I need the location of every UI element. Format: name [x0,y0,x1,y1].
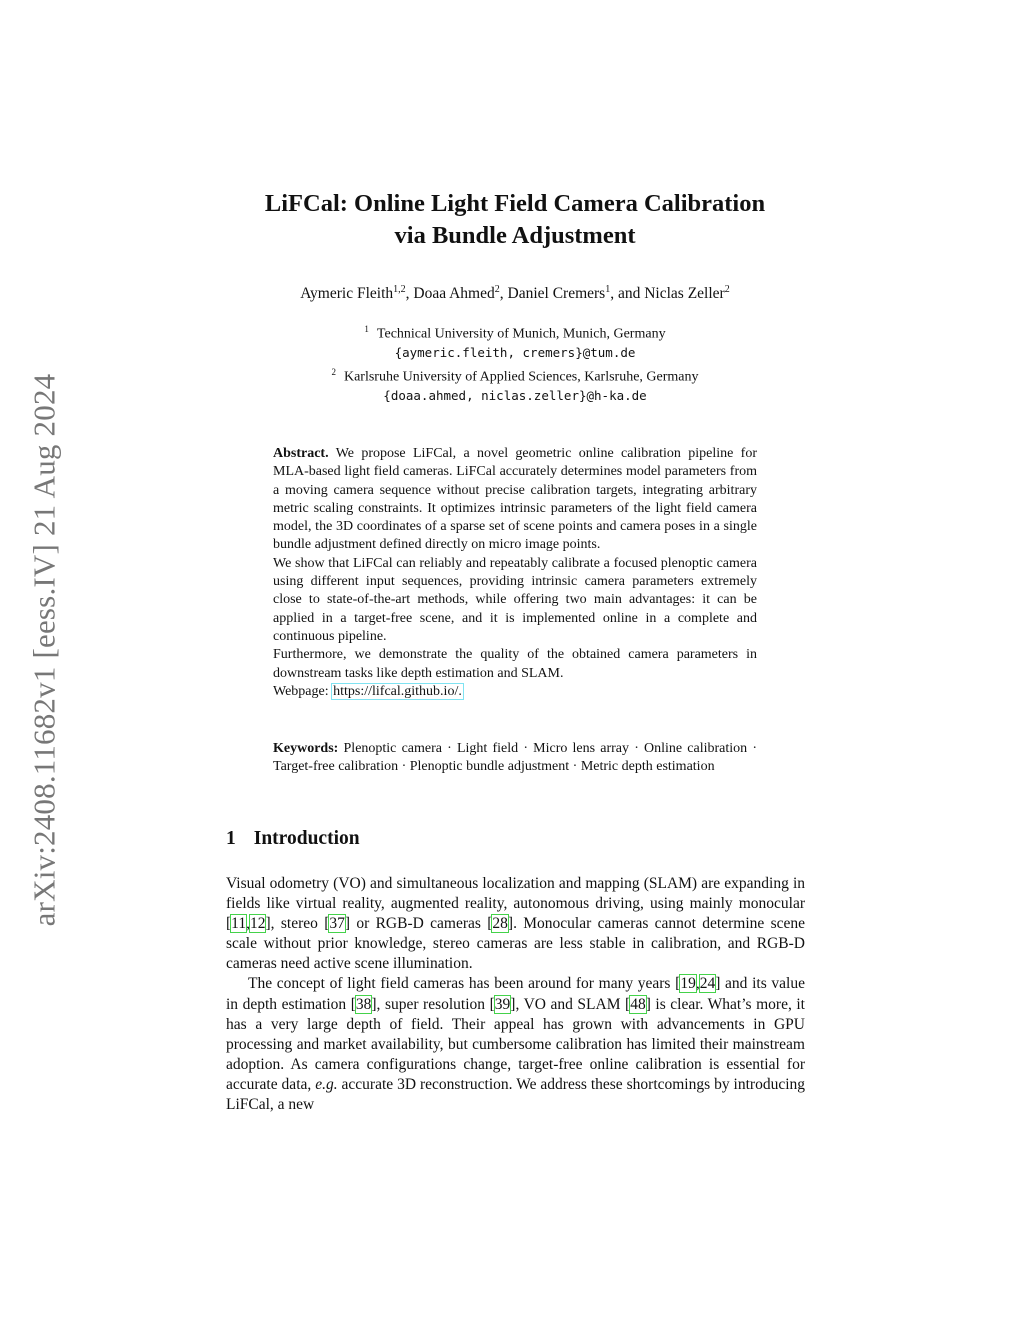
citation-link[interactable]: 48 [630,995,646,1013]
body-text: accurate 3D reconstruction. We address these shortcomings by introducing LiFCal, a new [226,1075,805,1114]
keywords-text: Plenoptic camera · Light field · Micro lens array · Online calibration · Target-free calibration · Plenoptic bundle adjustment · Metric depth estimation [273,741,758,775]
keywords-label: Keywords: [273,741,339,756]
paper-title [150,188,880,252]
affiliation-name: Karlsruhe University of Applied Sciences, Karlsruhe, Germany [343,369,699,385]
affiliation-number: 2 [331,366,336,377]
body-text: is clear. What’s more, it has a very large depth of field. Their appeal has grown with advancements in GPU processing and market availability, but cumbersome calibration has limited their mainstream adoption. As camera configurations change, target-free online calibration is essential for accurate data, [226,995,805,1093]
abstract-paragraph: Furthermore, we demonstrate the quality of the obtained camera parameters in downstream tasks like depth estimation and SLAM. [273,647,757,681]
author-list [160,284,870,303]
abstract-text: We propose LiFCal, a novel geometric online calibration pipeline for MLA-based light field cameras. LiFCal accurately determines model parameters from a moving camera sequence without precise calibration targets, integrating arbitrary metric scaling constraints. It optimizes intrinsic parameters of the light field camera model, the 3D coordinates of a sparse set of scene points and camera poses in a single bundle adjustment defined directly on micro image points. [273,446,757,553]
webpage-line [273,683,757,701]
author-affiliation-mark: 2 [494,284,500,295]
body-text: or RGB-D cameras [350,915,488,933]
citation-link[interactable]: 24 [699,975,716,993]
affiliation-line [180,320,850,344]
affiliations [180,320,850,405]
author-name: Doaa Ahmed [413,285,495,303]
citation-link[interactable]: 38 [355,995,372,1013]
arxiv-sidebar [22,340,66,960]
affiliation-email: {aymeric.fleith, cremers}@tum.de [394,345,636,361]
affiliation-number: 1 [364,324,369,334]
body-text: . Monocular cameras cannot determine scene scale without prior knowledge, stereo cameras are less stable in calibration, and RGB-D cameras need active scene illumination. [226,915,806,973]
body-text: and its value in depth estimation [226,975,805,1013]
body-text: The concept of light field cameras has been around for many years [248,975,676,993]
abstract-label: Abstract. [273,446,329,461]
author-affiliation-mark: 1,2 [393,284,406,295]
author-name: Aymeric Fleith [300,285,394,303]
affiliation-name: Technical University of Munich, Munich, Germany [376,326,666,342]
keywords [273,740,757,777]
author-affiliation-mark: 2 [724,284,730,295]
author-affiliation-mark: 1 [605,284,611,295]
body-emphasis: e.g. [315,1075,338,1093]
body-text: , super resolution [376,995,490,1013]
section-number: 1 [226,828,236,849]
citation-link[interactable]: 37 [329,915,345,933]
abstract-paragraph [273,445,757,555]
author-name: Daniel Cremers [507,285,606,303]
citation-link[interactable]: 19 [680,975,696,993]
title-line-1: LiFCal: Online Light Field Camera Calibration [264,190,766,217]
body-text: , VO and SLAM [515,995,626,1013]
citation-link[interactable]: 28 [492,915,508,933]
abstract-paragraph: We show that LiFCal can reliably and repeatably calibrate a focused plenoptic camera using different input sequences, providing intrinsic camera parameters extremely close to state-of-the-art methods, while offering two main advantages: it can be applied in a target-free scene, and it is implemented online in a complete and continuous pipeline. [273,555,757,644]
webpage-label: Webpage: [273,683,333,699]
body-text: , stereo [270,915,325,933]
body-paragraph: Visual odometry (VO) and simultaneous localization and mapping (SLAM) are expanding in fields like virtual reality, augmented reality, autonomous driving, using mainly monocular [11,12], stereo [37] or RGB-D cameras [28]. Monocular cameras cannot determine scene scale without prior knowledge, stereo cameras are less stable in calibration, and RGB-D cameras need active scene illumination. [226,875,806,973]
author-name: Niclas Zeller [644,285,725,303]
body-text: Visual odometry (VO) and simultaneous localization and mapping (SLAM) are expanding in fields like virtual reality, augmented reality, autonomous driving, using mainly monocular [226,875,805,913]
section-title: Introduction [253,828,360,849]
affiliation-line [180,363,850,387]
affiliation-email: {doaa.ahmed, niclas.zeller}@h-ka.de [383,387,647,403]
webpage-link[interactable]: https://lifcal.github.io/. [333,683,462,699]
body-paragraph: The concept of light field cameras has been around for many years [19,24] and its value in depth estimation [38], super resolution [39], VO and SLAM [48] is clear. What’s more, it has a very large depth of field. Their appeal has grown with advancements in GPU processing and market availability, but cumbersome calibration has limited their mainstream adoption. As camera configurations change, target-free online calibration is essential for accurate data, e.g. accurate 3D reconstruction. We address these shortcomings by introducing LiFCal, a new [226,975,805,1114]
section-heading [226,828,360,850]
title-line-2: via Bundle Adjustment [394,222,636,249]
citation-link[interactable]: 12 [249,915,266,933]
citation-link[interactable]: 11 [231,915,247,933]
arxiv-identifier: arXiv:2408.11682v1 [eess.IV] 21 Aug 2024 [26,373,62,927]
author-separator: , and [610,285,645,303]
author-separator: , [405,285,414,303]
section-body [226,874,805,1115]
abstract [273,445,757,701]
citation-link[interactable]: 39 [494,995,511,1013]
author-separator: , [499,285,508,303]
